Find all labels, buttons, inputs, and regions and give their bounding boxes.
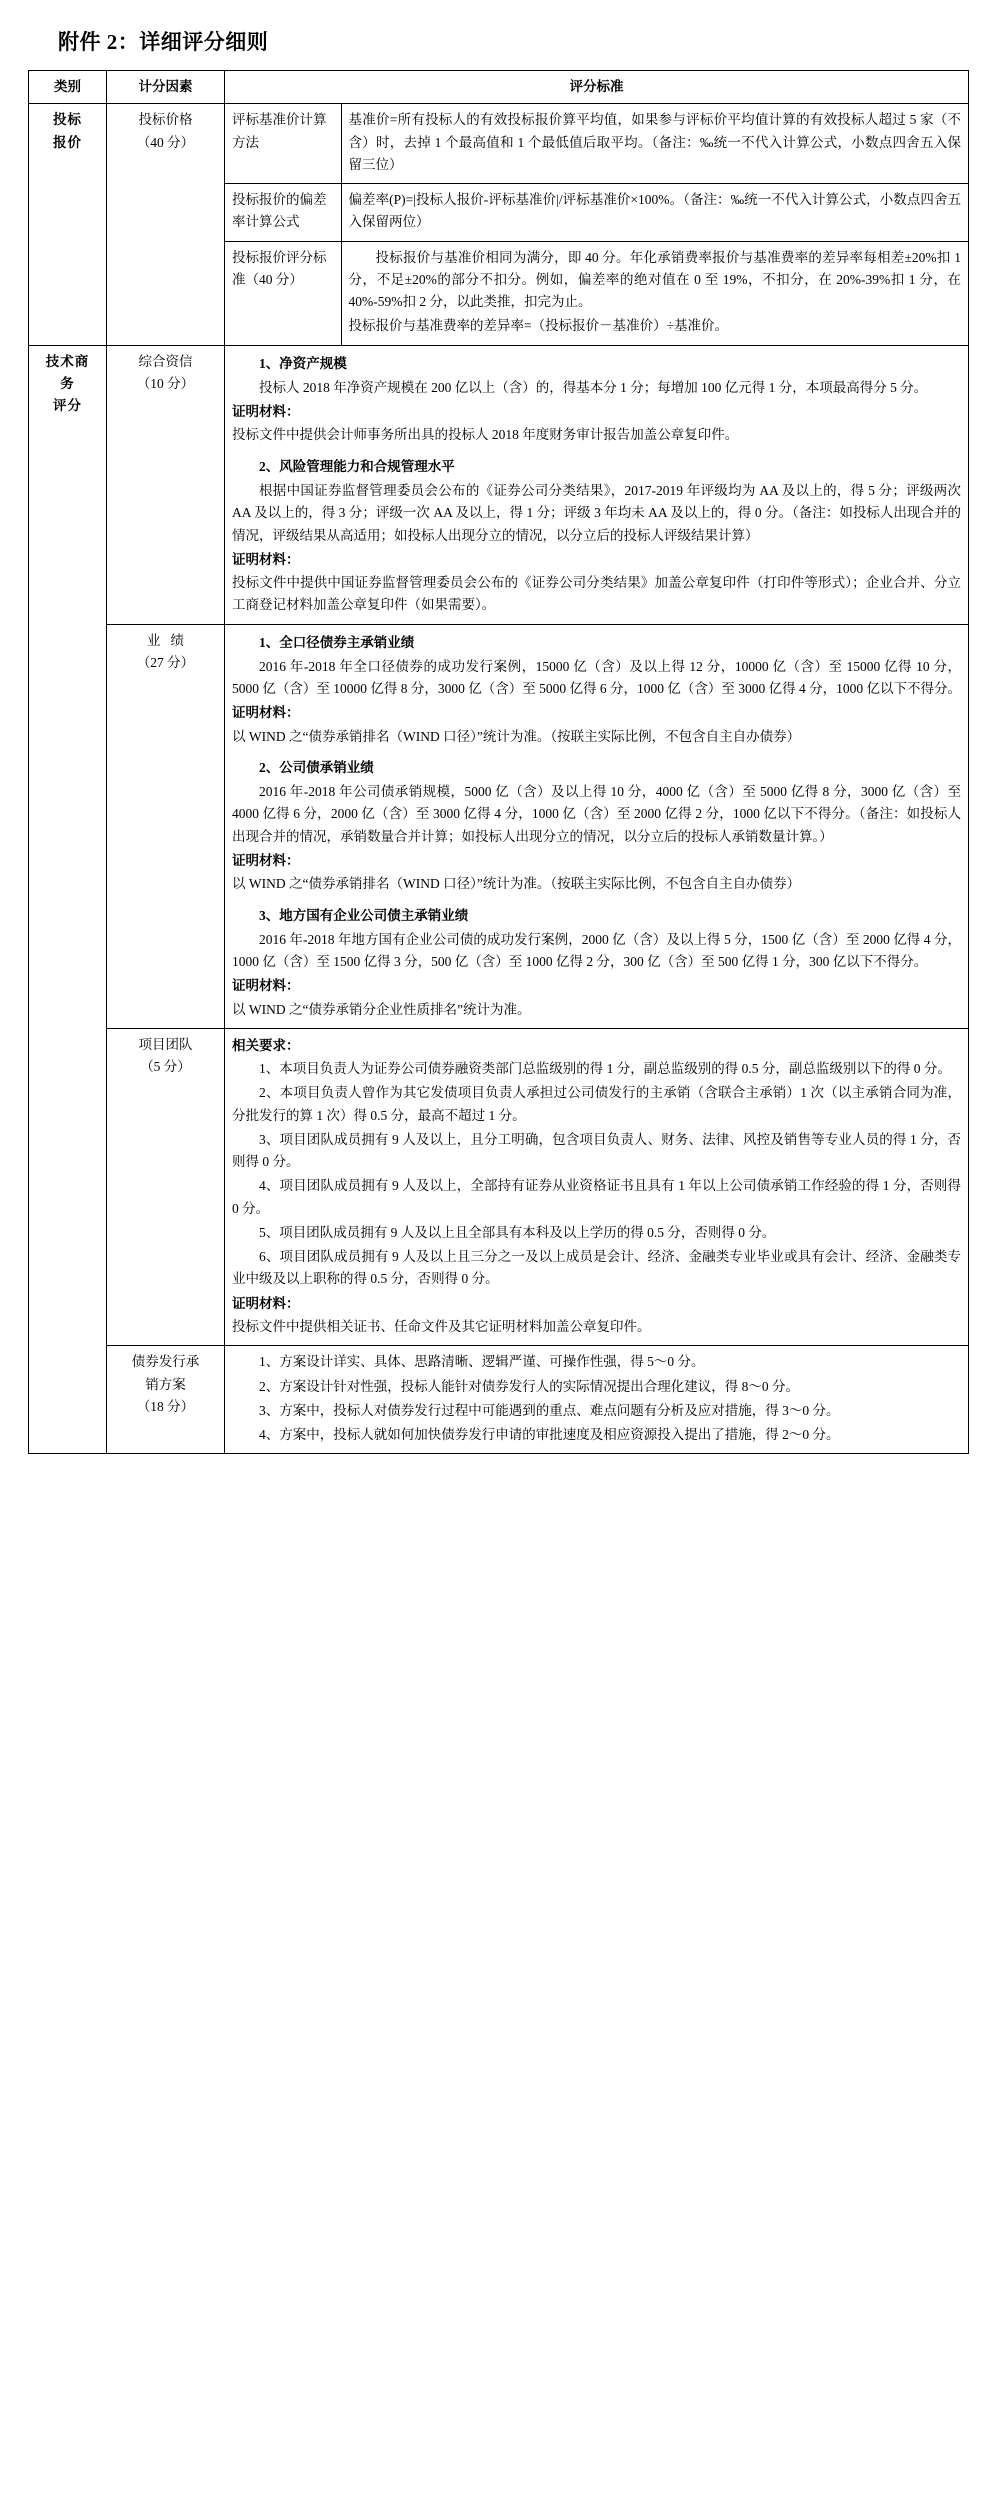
paragraph: 3、项目团队成员拥有 9 人及以上，且分工明确，包含项目负责人、财务、法律、风控及销售等专业人员的得 1 分，否则得 0 分。 <box>232 1131 961 1170</box>
sub-text-deviation-formula <box>341 184 968 241</box>
factor-bid-price <box>107 104 225 345</box>
table-row <box>29 1346 969 1454</box>
table-header-row <box>29 71 969 104</box>
material-label: 证明材料： <box>232 551 300 567</box>
paragraph: 基准价=所有投标人的有效投标报价算平均值，如果参与评标价平均值计算的有效投标人超过 5 家（不含）时，去掉 1 个最高值和 1 个最低值后取平均。（备注：‰统一不代入计算公式，小数点四舍五入保留三位） <box>348 112 961 172</box>
paragraph: 偏差率(P)=|投标人报价-评标基准价|/评标基准价×100%。（备注：‰统一不代入计算公式，小数点四舍五入保留两位） <box>348 192 961 230</box>
paragraph: 4、方案中，投标人就如何加快债券发行申请的审批速度及相应资源投入提出了措施，得 2～0 分。 <box>259 1427 840 1443</box>
criteria-block <box>232 632 961 748</box>
criteria-issuance-plan <box>225 1346 969 1454</box>
factor-label: 项目团队 <box>138 1036 193 1052</box>
scoring-criteria-table <box>28 70 969 1454</box>
category-label-line2: 报价 <box>53 134 82 150</box>
criteria-block <box>232 905 961 1021</box>
material-text: 以 WIND 之“债券承销排名（WIND 口径）”统计为准。（按联主实际比例，不包含自主自办债券） <box>232 728 801 744</box>
sub-label-base-price-method: 评标基准价计算方法 <box>225 104 341 183</box>
factor-label: 业 绩 <box>146 632 185 648</box>
block-heading: 1、净资产规模 <box>259 355 347 371</box>
criteria-comprehensive-credit <box>225 345 969 624</box>
category-label-line1: 投标 <box>53 112 82 128</box>
paragraph: 1、方案设计详实、具体、思路清晰、逻辑严谨、可操作性强，得 5～0 分。 <box>259 1354 705 1370</box>
block-heading: 2、公司债承销业绩 <box>259 759 374 775</box>
material-label: 证明材料： <box>232 404 300 420</box>
material-text: 投标文件中提供会计师事务所出具的投标人 2018 年度财务审计报告加盖公章复印件。 <box>232 427 739 443</box>
block-heading: 2、风险管理能力和合规管理水平 <box>259 458 455 474</box>
category-bid-price <box>29 104 107 345</box>
criteria-cell-price <box>225 104 969 184</box>
page-title: 附件 2：详细评分细则 <box>58 30 269 54</box>
factor-label: 债券发行承 <box>131 1354 200 1370</box>
paragraph: 5、项目团队成员拥有 9 人及以上且全部具有本科及以上学历的得 0.5 分，否则得 0 分。 <box>259 1224 776 1240</box>
sub-label-price-score-standard: 投标报价评分标准（40 分） <box>225 242 341 345</box>
material-text: 以 WIND 之“债券承销分企业性质排名”统计为准。 <box>232 1001 531 1017</box>
factor-score: （40 分） <box>136 134 195 150</box>
category-label-line1: 技术商 <box>45 353 90 369</box>
column-header-category: 类别 <box>29 71 107 104</box>
material-label: 证明材料： <box>232 705 300 721</box>
criteria-block <box>232 353 961 447</box>
sub-text-price-score-standard <box>341 242 968 345</box>
paragraph: 投标报价与基准价相同为满分，即 40 分。年化承销费率报价与基准费率的差异率每相差±20%扣 1 分，不足±20%的部分不扣分。例如，偏差率的绝对值在 0 至 19%，不扣分，在 20%-39%扣 1 分，在 40%-59%扣 2 分，以此类推，扣完为止。 <box>348 249 961 310</box>
column-header-criteria: 评分标准 <box>225 71 969 104</box>
paragraph: 投标报价与基准费率的差异率=（投标报价－基准价）÷基准价。 <box>348 318 729 334</box>
block-heading: 3、地方国有企业公司债主承销业绩 <box>259 907 469 923</box>
factor-label-2: 销方案 <box>145 1376 186 1392</box>
factor-project-team <box>107 1028 225 1345</box>
column-header-factor: 计分因素 <box>107 71 225 104</box>
criteria-project-team <box>225 1028 969 1345</box>
material-text: 投标文件中提供相关证书、任命文件及其它证明材料加盖公章复印件。 <box>232 1319 651 1335</box>
material-text: 投标文件中提供中国证券监督管理委员会公布的《证券公司分类结果》加盖公章复印件（打印件等形式）；企业合并、分立工商登记材料加盖公章复印件（如果需要）。 <box>232 575 961 613</box>
factor-performance <box>107 624 225 1028</box>
paragraph: 6、项目团队成员拥有 9 人及以上且三分之一及以上成员是会计、经济、金融类专业毕业或具有会计、经济、金融类专业中级及以上职称的得 0.5 分，否则得 0 分。 <box>232 1249 961 1287</box>
paragraph: 2016 年-2018 年全口径债券的成功发行案例，15000 亿（含）及以上得 12 分，10000 亿（含）至 15000 亿得 10 分，5000 亿（含）至 10000 亿得 8 分，3000 亿（含）至 5000 亿得 6 分，1000 亿（含）至 3000 亿得 4 分，1000 亿以下不得分。 <box>232 658 961 697</box>
paragraph: 4、项目团队成员拥有 9 人及以上，全部持有证券从业资格证书且具有 1 年以上公司债承销工作经验的得 1 分，否则得 0 分。 <box>232 1178 961 1216</box>
category-label-line2: 务 <box>60 375 75 391</box>
criteria-cell-deviation <box>225 184 969 242</box>
table-row <box>29 624 969 1028</box>
sub-label-deviation-formula: 投标报价的偏差率计算公式 <box>225 184 341 241</box>
paragraph: 2016 年-2018 年地方国有企业公司债的成功发行案例，2000 亿（含）及以上得 5 分，1500 亿（含）至 2000 亿得 4 分，1000 亿（含）至 1500 亿得 3 分，500 亿（含）至 1000 亿得 2 分，300 亿（含）至 500 亿得 1 分，300 亿以下不得分。 <box>232 931 961 970</box>
factor-comprehensive-credit <box>107 345 225 624</box>
paragraph: 1、本项目负责人为证券公司债券融资类部门总监级别的得 1 分，副总监级别的得 0.5 分，副总监级别以下的得 0 分。 <box>259 1061 951 1077</box>
category-label-line3: 评分 <box>53 398 82 414</box>
table-row <box>29 345 969 624</box>
factor-issuance-plan <box>107 1346 225 1454</box>
block-heading: 相关要求： <box>232 1037 300 1053</box>
paragraph: 2016 年-2018 年公司债承销规模，5000 亿（含）及以上得 10 分，4000 亿（含）至 5000 亿得 8 分，3000 亿（含）至 4000 亿得 6 分，2000 亿（含）至 3000 亿得 4 分，1000 亿（含）至 2000 亿得 2 分，1000 亿以下不得分。（备注：如投标人出现合并的情况，承销数量合并计算；如投标人出现分立的情况，以分立后的投标人承销数量计算。） <box>232 784 961 844</box>
factor-score: （27 分） <box>136 654 195 670</box>
table-row <box>29 1028 969 1345</box>
factor-label: 投标价格 <box>138 112 193 128</box>
paragraph: 2、方案设计针对性强，投标人能针对债券发行人的实际情况提出合理化建议，得 8～0 分。 <box>259 1378 799 1394</box>
material-text: 以 WIND 之“债券承销排名（WIND 口径）”统计为准。（按联主实际比例，不包含自主自办债券） <box>232 876 801 892</box>
criteria-block <box>232 757 961 896</box>
paragraph: 投标人 2018 年净资产规模在 200 亿以上（含）的，得基本分 1 分；每增加 100 亿元得 1 分，本项最高得分 5 分。 <box>259 379 928 395</box>
factor-label: 综合资信 <box>138 353 193 369</box>
criteria-performance <box>225 624 969 1028</box>
material-label: 证明材料： <box>232 978 300 994</box>
factor-score: （5 分） <box>140 1059 191 1075</box>
sub-row-deviation-formula <box>225 184 968 241</box>
sub-row-base-price-method <box>225 104 968 183</box>
block-heading: 1、全口径债券主承销业绩 <box>259 634 415 650</box>
factor-score: （18 分） <box>136 1398 195 1414</box>
criteria-block <box>232 456 961 617</box>
paragraph: 3、方案中，投标人对债券发行过程中可能遇到的重点、难点问题有分析及应对措施，得 3～0 分。 <box>259 1402 840 1418</box>
criteria-cell-price-score <box>225 241 969 345</box>
sub-row-price-score-standard <box>225 242 968 345</box>
material-label: 证明材料： <box>232 852 300 868</box>
material-label: 证明材料： <box>232 1295 300 1311</box>
category-technical-commercial <box>29 345 107 1454</box>
sub-text-base-price-method <box>341 104 968 183</box>
table-row <box>29 104 969 184</box>
paragraph: 根据中国证券监督管理委员会公布的《证券公司分类结果》，2017-2019 年评级均为 AA 及以上的，得 5 分；评级两次 AA 及以上的，得 3 分；评级一次 AA 及以上，得 1 分；评级 3 年均未 AA 及以上的，得 0 分。（备注：如投标人出现合并的情况，评级结果从高适用；如投标人出现分立的情况，以分立后的投标人评级结果计算） <box>232 482 961 543</box>
factor-score: （10 分） <box>136 375 195 391</box>
paragraph: 2、本项目负责人曾作为其它发债项目负责人承担过公司债发行的主承销（含联合主承销）1 次（以主承销合同为准，分批发行的算 1 次）得 0.5 分，最高不超过 1 分。 <box>232 1085 961 1123</box>
